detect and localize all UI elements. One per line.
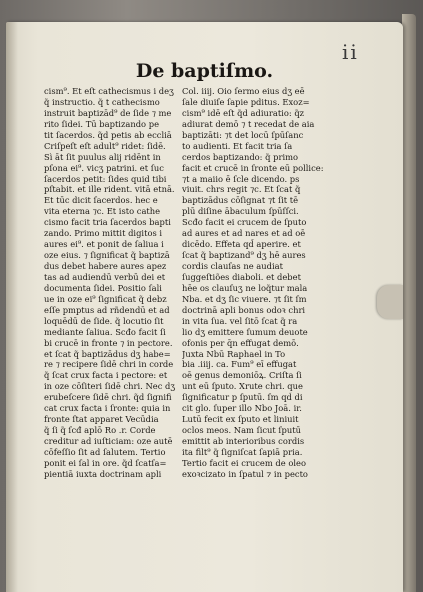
text-line: Col. iiij. Oio ſermo eius dʒ eē bbox=[182, 86, 305, 96]
text-line: Scđo facit ei crucem de ſputo bbox=[182, 217, 307, 228]
text-line: unt eū ſputo. Xrute chri. que bbox=[182, 381, 303, 392]
text-line: cat crux facta i ſronte: quia in bbox=[44, 403, 171, 414]
text-line: baptizādus cōſignat ⁊t ſit tē bbox=[182, 195, 299, 206]
text-line: Sì āt ſit puulus alij ridēnt in bbox=[44, 151, 161, 162]
text-line: hēe os clauſuʒ ne loq̃tur mala bbox=[182, 282, 308, 293]
text-line: viuit. chrs regit ⁊c. Et ſcat q̃ bbox=[182, 184, 301, 195]
text-column-right bbox=[182, 86, 362, 480]
text-line: ue in oze ei⁹ ſignificat q̃ debz bbox=[44, 293, 167, 304]
text-line: dus debet habere aures apez bbox=[44, 261, 167, 271]
text-line: aures ei⁹. et ponit de ſaliua i bbox=[44, 239, 164, 250]
text-line: tas ad audiendū verbū dei et bbox=[44, 271, 166, 282]
text-line: bia .iiij. ca. Fum⁹ eī effugat bbox=[182, 359, 297, 370]
text-line: dicēdo. Effeta qd̃ aperire. et bbox=[182, 239, 301, 250]
text-line: fronte ſtat apparet Vecūdia bbox=[44, 414, 159, 425]
text-line: documenta ſidei. Positio ſali bbox=[44, 282, 162, 293]
folio-number: ii bbox=[342, 40, 359, 64]
text-line: ſuggeſtiões diaboli. et debet bbox=[182, 271, 301, 282]
text-line: doctrinā apli bonus odoꝛ chri bbox=[182, 304, 306, 315]
text-line: cismo facit tria ſacerdos bapti bbox=[44, 217, 171, 228]
text-line: ita filt⁹ q̃ ſigniſcat ſapiā pria. bbox=[182, 446, 303, 457]
text-line: pſtabit. et ille rident. vitā etnā. bbox=[44, 184, 175, 195]
text-line: creditur ad iuſticiam: oze autē bbox=[44, 436, 173, 446]
text-line: adiurat demō ⁊ t recedat de aia bbox=[182, 118, 315, 129]
text-line: oze eius. ⁊ ſignificat q̃ baptizā bbox=[44, 250, 170, 261]
text-line: rito ſidei. Tū baptizando pe bbox=[44, 118, 160, 129]
text-line: eſſe pmptus ad rñdendū et ad bbox=[44, 304, 170, 315]
text-line: Tertio facit ei crucem de oleo bbox=[182, 457, 307, 468]
text-line: ad aures et ad nares et ad oē bbox=[182, 228, 306, 239]
text-line: in vita ſua. vel ſitō ſcat q̃ ra bbox=[182, 315, 298, 326]
text-line: ponit ei ſal in ore. q̃d ſcatſa= bbox=[44, 457, 167, 468]
text-line: ofonis per q̄n effugat demō. bbox=[182, 337, 299, 348]
text-line: Criſpeſt eſt adult⁹ ridet: ſidē. bbox=[44, 140, 166, 151]
page-heading: De baptiſmo. bbox=[135, 60, 274, 82]
text-line: lio dʒ emittere ſumum deuote bbox=[182, 326, 308, 337]
page-tab-marker bbox=[377, 285, 403, 319]
text-line: cōfeſſio ſit ad ſalutem. Tertio bbox=[44, 446, 166, 457]
text-line: et ſcat q̃ baptizādus dʒ habe= bbox=[44, 348, 171, 359]
text-line: oē genus demoniōꝝ. Criſta ſi bbox=[182, 370, 302, 381]
text-line: loquēdū de ſide. q̃ locutio ſit bbox=[44, 315, 164, 326]
book-page bbox=[6, 22, 403, 592]
text-line: oclos meos. Nam ſicut ſputū bbox=[182, 425, 301, 436]
text-line: ſignificatur p ſputū. ſm qd̄ di bbox=[182, 392, 303, 403]
text-line: instruit baptizād⁹ de ſide ⁊ me bbox=[44, 107, 172, 118]
text-line: tit ſacerdos. q̃d petis ab eccliā bbox=[44, 129, 172, 140]
text-line: cit glo. ſuper illo Nbo Joā. ir. bbox=[182, 403, 302, 414]
text-line: q̃ ſi q̃ ſcđ aplō Ro .r. Corde bbox=[44, 425, 156, 436]
text-line: ſale diuiſe ſapie pditus. Exoz= bbox=[182, 96, 310, 107]
text-line: mediante ſaliua. Scđo facit ſi bbox=[44, 326, 166, 337]
text-line: q̃ ſcat crux facta i pectore: et bbox=[44, 370, 168, 381]
text-line: vita eterna ⁊c. Et isto cathe bbox=[44, 206, 161, 217]
gutter-shadow bbox=[6, 22, 18, 592]
text-line: exoꝛcizato in ſpatul ⁊ in pecto bbox=[182, 468, 308, 479]
text-line: cism⁹. Et eſt cathecismus i deʒ bbox=[44, 86, 174, 96]
text-line: Lutū fecit ex ſputo et liniuit bbox=[182, 414, 299, 425]
text-line: ſcat q̃ baptizand⁹ dʒ hē aures bbox=[182, 250, 306, 261]
text-line: cerdos baptizando: q̃ primo bbox=[182, 151, 299, 162]
text-line: in oze cōſiteri ſidē chri. Nec dʒ bbox=[44, 381, 176, 392]
text-line: to audienti. Et facit tria ſa bbox=[182, 140, 293, 151]
text-line: Et tūc dicit ſacerdos. hec e bbox=[44, 195, 158, 206]
text-line: emittit ab interioribus cordis bbox=[182, 436, 305, 446]
book-fore-edge bbox=[402, 14, 416, 592]
text-line: zando. Primo mittit digitos i bbox=[44, 228, 163, 239]
text-line: q̃ instructio. q̃ t cathecismo bbox=[44, 96, 160, 107]
text-line: cordis clauſas ne audiat bbox=[182, 261, 283, 271]
text-line: ⁊t a maiio ē ſcle dicendo. ps bbox=[182, 173, 300, 184]
text-line: ſacerdos petit: ſides quid tibi bbox=[44, 173, 167, 184]
text-line: erubeſcere ſidē chri. q̃d ſignifi bbox=[44, 392, 172, 403]
text-line: bi crucē in fronte ⁊ in pectore. bbox=[44, 337, 173, 348]
text-line: Nba. et dʒ ſic viuere. ⁊t ſit ſm bbox=[182, 293, 307, 304]
text-line: plū diſine ābaculum ſpūſſci. bbox=[182, 206, 299, 217]
text-line: re ⁊ recipere ſidē chri in corde bbox=[44, 359, 174, 370]
text-line: pientiā iuxta doctrinam apli bbox=[44, 468, 162, 479]
text-line: pſona ei⁹. vicʒ patrini. et ſuc bbox=[44, 162, 164, 173]
text-line: Juxta Nbū Raphael in To bbox=[182, 348, 286, 359]
text-line: baptizāti: ⁊t det locū ſpūſanc bbox=[182, 129, 304, 140]
text-line: facit et crucē in ſronte eū pollice: bbox=[182, 162, 324, 173]
text-line: cism⁹ idē eſt q̃d adiuratio: q̃z bbox=[182, 107, 305, 118]
